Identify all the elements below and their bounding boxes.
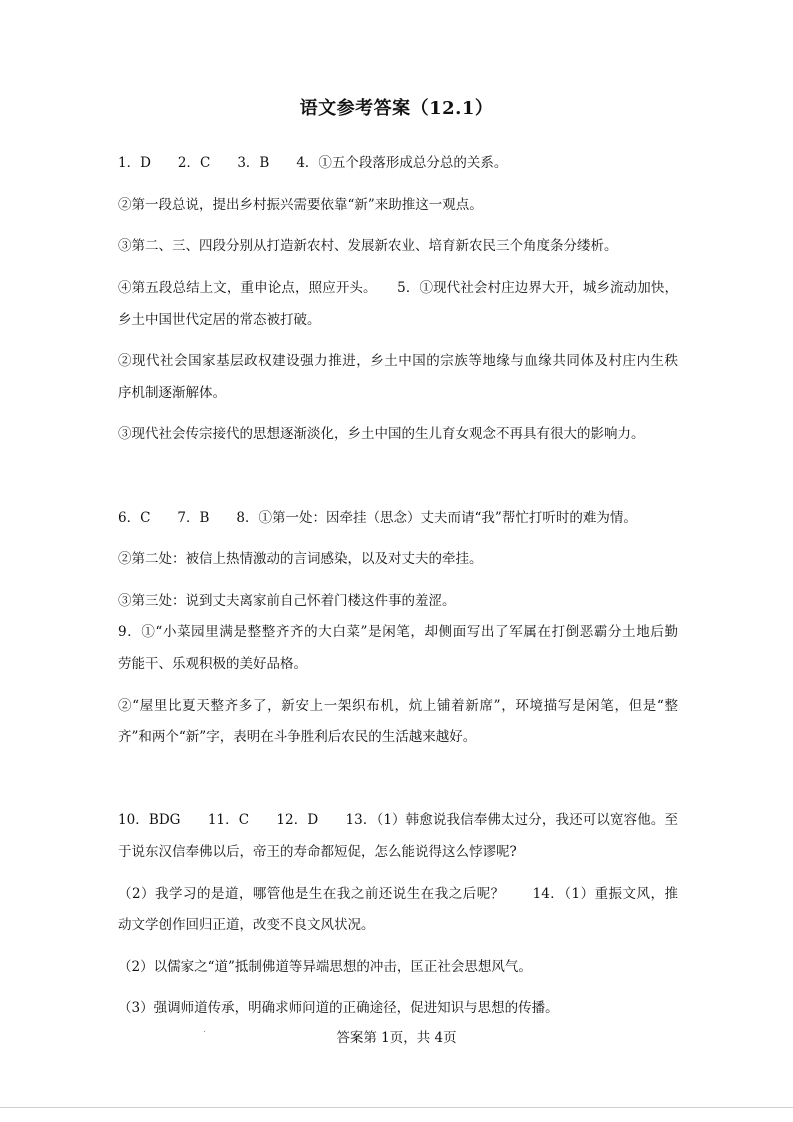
page-title: 语文参考答案（12.1） [299, 98, 494, 119]
bottom-divider [0, 1107, 793, 1108]
page-footer: 答案第 1页，共 4页 [336, 1030, 457, 1046]
answer-line-6: ②现代社会国家基层政权建设强力推进，乡土中国的宗族等地缘与血缘共同体及村庄内生秩 [118, 353, 678, 369]
answer-line-19: 动文学创作回归正道，改变不良文风状况。 [118, 917, 375, 933]
answer-line-18: （2）我学习的是道，哪管他是生在我之前还说生在我之后呢？ 14．（1）重振文风，推 [118, 886, 678, 902]
answer-line-9: 6．C 7．B 8．①第一处：因牵挂（思念）丈夫而请“我”帮忙打听时的难为情。 [118, 510, 637, 526]
answer-line-16: 10．BDG 11．C 12．D 13．（1）韩愈说我信奉佛太过分，我还可以宽容他。至 [118, 812, 678, 828]
answer-line-8: ③现代社会传宗接代的思想逐渐淡化，乡土中国的生儿育女观念不再具有很大的影响力。 [118, 426, 645, 442]
answer-line-2: ②第一段总说，提出乡村振兴需要依靠“新”来助推这一观点。 [118, 197, 483, 213]
answer-line-5: 乡土中国世代定居的常态被打破。 [118, 312, 321, 328]
answer-line-1: 1．D 2．C 3．B 4．①五个段落形成总分总的关系。 [118, 155, 508, 171]
answer-line-3: ③第二、三、四段分别从打造新农村、发展新农业、培育新农民三个角度条分缕析。 [118, 238, 618, 254]
answer-line-7: 序机制逐渐解体。 [118, 385, 226, 401]
answer-line-21: （3）强调师道传承，明确求师问道的正确途径，促进知识与思想的传播。 [118, 1000, 559, 1016]
answer-line-15: 齐”和两个“新”字，表明在斗争胜利后农民的生活越来越好。 [118, 729, 477, 745]
answer-line-14: ②“屋里比夏天整齐多了，新安上一架织布机，炕上铺着新席”，环境描写是闲笔，但是“整 [118, 698, 678, 714]
answer-line-4: ④第五段总结上文，重申论点，照应开头。 5．①现代社会村庄边界大开，城乡流动加快， [118, 280, 678, 296]
answer-line-13: 劳能干、乐观积极的美好品格。 [118, 656, 307, 672]
answer-line-17: 于说东汉信奉佛以后，帝王的寿命都短促，怎么能说得这么悖谬呢? [118, 844, 517, 860]
answer-line-10: ②第二处：被信上热情激动的言词感染，以及对丈夫的牵挂。 [118, 551, 483, 567]
answer-line-11: ③第三处：说到丈夫离家前自己怀着门楼这件事的羞涩。 [118, 593, 456, 609]
answer-line-20: （2）以儒家之“道”抵制佛道等异端思想的冲击，匡正社会思想风气。 [118, 959, 532, 975]
answer-line-12: 9．①“小菜园里满是整整齐齐的大白菜”是闲笔，却侧面写出了军属在打倒恶霸分土地后勤 [118, 624, 678, 640]
